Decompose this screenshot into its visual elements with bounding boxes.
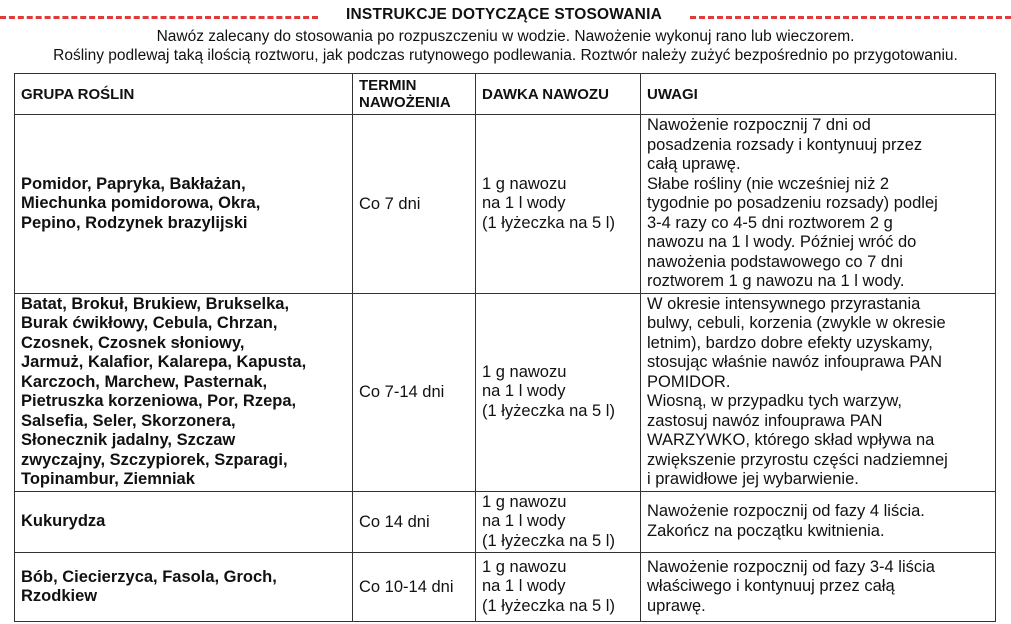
plant-group-line: Miechunka pomidorowa, Okra, xyxy=(21,194,261,212)
header-notes: UWAGI xyxy=(641,74,996,115)
intro-line-2: Rośliny podlewaj taką ilością roztworu, jak podczas rutynowego podlewania. Roztwór należy zużyć bezpośrednio po przygotowaniu. xyxy=(53,47,958,64)
dose-line: 1 g nawozu xyxy=(482,362,567,381)
plant-group-cell xyxy=(15,293,353,491)
header-term-line-2: NAWOŻENIA xyxy=(359,94,451,111)
term-cell: Co 10-14 dni xyxy=(353,553,476,622)
dose-line: (1 łyżeczka na 5 l) xyxy=(482,213,615,232)
plant-group-cell xyxy=(15,491,353,553)
section-header xyxy=(0,3,1011,29)
notes-line: WARZYWKO, którego skład wpływa na xyxy=(647,431,935,449)
dose-line: (1 łyżeczka na 5 l) xyxy=(482,531,615,550)
notes-line: nawozu na 1 l wody. Później wróć do xyxy=(647,233,917,251)
notes-line: letnim), bardzo dobre efekty uzyskamy, xyxy=(647,333,933,352)
header-term-line-1: TERMIN xyxy=(359,77,417,94)
notes-line: Zakończ na początku kwitnienia. xyxy=(647,521,885,540)
dose-line: 1 g nawozu xyxy=(482,174,567,193)
header-dashed-rule-left xyxy=(0,16,318,19)
header-term xyxy=(353,74,476,115)
notes-line: Wiosną, w przypadku tych warzyw, xyxy=(647,392,902,410)
plant-group-line: Czosnek, Czosnek słoniowy, xyxy=(21,333,245,352)
dose-line: na 1 l wody xyxy=(482,577,566,596)
notes-line: zwiększenie przyrostu części nadziemnej xyxy=(647,450,948,469)
dose-cell xyxy=(476,553,641,622)
notes-line: stosując właśnie nawóz infouprawa PAN xyxy=(647,353,943,371)
notes-line: całą uprawę. xyxy=(647,155,741,173)
plant-group-line: Pietruszka korzeniowa, Por, Rzepa, xyxy=(21,392,297,410)
notes-line: tygodnie po posadzeniu rozsady) podlej xyxy=(647,194,938,212)
dose-line: na 1 l wody xyxy=(482,512,566,530)
plant-group-line: Topinambur, Ziemniak xyxy=(21,470,195,488)
notes-line: Nawożenie rozpocznij od fazy 4 liścia. xyxy=(647,502,925,521)
intro-text xyxy=(0,27,1011,65)
notes-line: Słabe rośliny (nie wcześniej niż 2 xyxy=(647,174,890,193)
dose-cell xyxy=(476,293,641,491)
intro-line-1: Nawóz zalecany do stosowania po rozpuszczeniu w wodzie. Nawożenie wykonuj rano lub wieczorem. xyxy=(156,28,855,45)
term-cell: Co 7-14 dni xyxy=(353,293,476,491)
notes-cell xyxy=(641,293,996,491)
plant-group-line: Pepino, Rodzynek brazylijski xyxy=(21,213,248,232)
plant-group-line: Jarmuż, Kalafior, Kalarepa, Kapusta, xyxy=(21,353,307,371)
notes-line: roztworem 1 g nawozu na 1 l wody. xyxy=(647,272,905,290)
notes-line: 3-4 razy co 4-5 dni roztworem 2 g xyxy=(647,213,893,232)
plant-group-line: Rzodkiew xyxy=(21,587,98,605)
notes-line: uprawę. xyxy=(647,596,706,615)
table-row xyxy=(15,115,996,294)
term-cell: Co 14 dni xyxy=(353,491,476,553)
plant-group-line: Kukurydza xyxy=(21,512,106,530)
dose-line: na 1 l wody xyxy=(482,382,566,401)
dose-cell xyxy=(476,491,641,553)
term-cell: Co 7 dni xyxy=(353,115,476,294)
header-dose: DAWKA NAWOZU xyxy=(476,74,641,115)
notes-line: bulwy, cebuli, korzenia (zwykle w okresie xyxy=(647,314,946,332)
table-row xyxy=(15,491,996,553)
notes-line: posadzenia rozsady i kontynuuj przez xyxy=(647,135,923,154)
notes-line: i prawidłowe jej wybarwienie. xyxy=(647,470,859,488)
notes-cell xyxy=(641,115,996,294)
dosage-table xyxy=(14,73,996,622)
dose-cell xyxy=(476,115,641,294)
notes-line: zastosuj nawóz infouprawa PAN xyxy=(647,411,883,430)
notes-line: właściwego i kontynuuj przez całą xyxy=(647,577,895,596)
dose-line: (1 łyżeczka na 5 l) xyxy=(482,596,615,615)
plant-group-line: Batat, Brokuł, Brukiew, Brukselka, xyxy=(21,294,290,313)
plant-group-cell xyxy=(15,115,353,294)
notes-line: W okresie intensywnego przyrastania xyxy=(647,294,921,313)
dose-line: 1 g nawozu xyxy=(482,557,567,576)
plant-group-line: zwyczajny, Szczypiorek, Szparagi, xyxy=(21,450,288,469)
table-row xyxy=(15,553,996,622)
dose-line: (1 łyżeczka na 5 l) xyxy=(482,401,615,420)
table-row xyxy=(15,293,996,491)
plant-group-line: Karczoch, Marchew, Pasternak, xyxy=(21,372,268,391)
notes-line: Nawożenie rozpocznij od fazy 3-4 liścia xyxy=(647,557,935,576)
plant-group-line: Burak ćwikłowy, Cebula, Chrzan, xyxy=(21,314,278,332)
plant-group-line: Pomidor, Papryka, Bakłażan, xyxy=(21,174,246,193)
notes-line: nawożenia podstawowego co 7 dni xyxy=(647,252,903,271)
plant-group-line: Bób, Ciecierzyca, Fasola, Groch, xyxy=(21,567,277,586)
section-title: INSTRUKCJE DOTYCZĄCE STOSOWANIA xyxy=(346,6,662,23)
notes-line: POMIDOR. xyxy=(647,372,731,391)
table-header-row xyxy=(15,74,996,115)
dose-line: na 1 l wody xyxy=(482,194,566,212)
notes-line: Nawożenie rozpocznij 7 dni od xyxy=(647,116,871,134)
header-dashed-rule-right xyxy=(690,16,1011,19)
dose-line: 1 g nawozu xyxy=(482,492,567,511)
plant-group-line: Słonecznik jadalny, Szczaw xyxy=(21,431,236,449)
header-group: GRUPA ROŚLIN xyxy=(15,74,353,115)
notes-cell xyxy=(641,491,996,553)
notes-cell xyxy=(641,553,996,622)
plant-group-cell xyxy=(15,553,353,622)
plant-group-line: Salsefia, Seler, Skorzonera, xyxy=(21,411,236,430)
